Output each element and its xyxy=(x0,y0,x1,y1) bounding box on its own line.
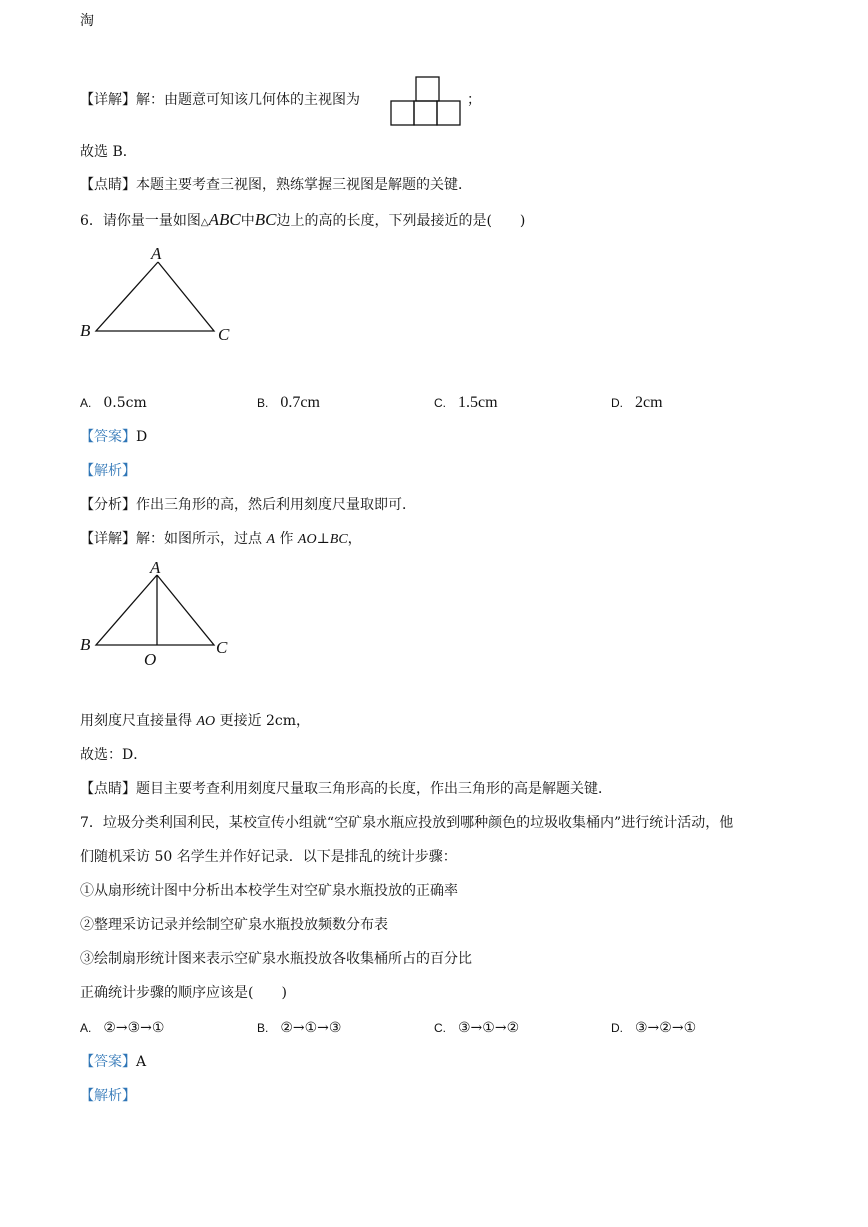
q6-fenxi xyxy=(80,495,416,515)
option-letter: A. xyxy=(80,396,92,410)
option-letter: B. xyxy=(257,396,269,410)
segment-ao: AO xyxy=(297,532,317,547)
vertex-c-label: C xyxy=(218,325,230,344)
q7-option-a xyxy=(80,1018,164,1038)
option-value: 1.5cm xyxy=(458,394,498,411)
option-letter: B. xyxy=(257,1021,269,1035)
triangle-abc-outline xyxy=(96,262,214,331)
option-value: ②→①→③ xyxy=(280,1020,342,1036)
detail-mid: 作 xyxy=(279,531,294,547)
q6-answer xyxy=(80,427,147,447)
segment-bc: BC xyxy=(329,532,348,547)
answer-value: A xyxy=(136,1054,147,1070)
stem-post: 边上的高的长度，下列最接近的是( ) xyxy=(276,213,526,229)
answer-tag: 【答案】 xyxy=(80,1054,136,1070)
q5-choice: 故选 B． xyxy=(80,144,137,160)
option-value: 0.7cm xyxy=(280,394,320,411)
detail-pre: 解：如图所示，过点 xyxy=(136,531,262,547)
q6-option-a xyxy=(80,393,147,413)
q7-step-3: ③绘制扇形统计图来表示空矿泉水瓶投放各收集桶所占的百分比 xyxy=(80,951,472,967)
q6-option-b xyxy=(257,393,320,413)
segment-ao: AO xyxy=(196,714,216,729)
option-letter: C. xyxy=(434,1021,446,1035)
vertex-a-label: A xyxy=(150,558,161,577)
q7-step-2: ②整理采访记录并绘制空矿泉水瓶投放频数分布表 xyxy=(80,917,388,933)
detail-text: 解：由题意可知该几何体的主视图为 xyxy=(136,92,360,108)
triangle-abc-outline xyxy=(96,575,214,645)
fenxi-tag: 【分析】 xyxy=(80,497,136,513)
triangle-name: ABC xyxy=(208,210,241,229)
side-name: BC xyxy=(254,210,277,229)
q6-comment xyxy=(80,779,612,799)
answer-tag: 【答案】 xyxy=(80,429,136,445)
q6-option-d xyxy=(611,393,663,413)
option-letter: C. xyxy=(434,396,446,410)
q7-option-b xyxy=(257,1018,341,1038)
vertex-b-label: B xyxy=(80,635,91,654)
stem-mid: 中 xyxy=(240,213,255,229)
foot-o-label: O xyxy=(144,650,157,669)
answer-value: D xyxy=(136,429,148,445)
vertex-c-label: C xyxy=(216,638,228,657)
q7-stem-line2: 们随机采访 50 名学生并作好记录．以下是排乱的统计步骤： xyxy=(80,849,457,865)
fenxi-text: 作出三角形的高，然后利用刻度尺量取即可． xyxy=(136,497,416,513)
option-letter: D. xyxy=(611,1021,623,1035)
option-value: 2cm xyxy=(635,394,663,411)
detail-tag: 【详解】 xyxy=(80,531,136,547)
triangle-symbol: △ xyxy=(200,217,209,228)
option-value: ③→①→② xyxy=(458,1020,520,1036)
q7-answer xyxy=(80,1052,146,1072)
q7-stem-line1: 7．垃圾分类利国利民，某校宣传小组就“空矿泉水瓶应投放到哪种颜色的垃圾收集桶内”进行统计活动，他 xyxy=(80,815,734,831)
q5-detail-line xyxy=(80,90,360,110)
point-a: A xyxy=(266,532,276,547)
q7-option-d xyxy=(611,1018,696,1038)
q6-choice: 故选：D． xyxy=(80,747,148,763)
triangle-figure-1 xyxy=(78,243,248,343)
option-letter: D. xyxy=(611,396,623,410)
stem-pre: 6．请你量一量如图 xyxy=(80,213,201,229)
option-value: ③→②→① xyxy=(635,1020,697,1036)
q6-analysis-tag: 【解析】 xyxy=(80,463,136,479)
option-value: ②→③→① xyxy=(103,1020,165,1036)
vertex-a-label: A xyxy=(151,244,162,263)
triangle-figure-2 xyxy=(78,556,248,669)
q5-comment xyxy=(80,175,472,195)
option-value: 0.5cm xyxy=(103,395,147,411)
q6-measure xyxy=(80,711,310,732)
measure-post: 更接近 2cm， xyxy=(219,713,311,729)
comment-tag: 【点睛】 xyxy=(80,781,136,797)
perp-symbol: ⊥ xyxy=(316,531,330,547)
measure-pre: 用刻度尺直接量得 xyxy=(80,713,192,729)
q7-analysis-tag: 【解析】 xyxy=(80,1088,136,1104)
detail-tag: 【详解】 xyxy=(80,92,136,108)
front-view-figure xyxy=(389,75,465,129)
q6-option-c xyxy=(434,393,498,413)
comment-text: 题目主要考查利用刻度尺量取三角形高的长度，作出三角形的高是解题关键． xyxy=(136,781,612,797)
vertex-b-label: B xyxy=(80,321,91,340)
detail-end: ， xyxy=(347,531,362,547)
q6-detail xyxy=(80,529,362,550)
q7-step-1: ①从扇形统计图中分析出本校学生对空矿泉水瓶投放的正确率 xyxy=(80,883,458,899)
q7-option-c xyxy=(434,1018,519,1038)
comment-text: 本题主要考查三视图，熟练掌握三视图是解题的关键． xyxy=(136,177,472,193)
q6-stem xyxy=(80,210,525,233)
comment-tag: 【点睛】 xyxy=(80,177,136,193)
q5-detail-end: ； xyxy=(467,92,481,108)
option-letter: A. xyxy=(80,1021,92,1035)
header-mark: 淘 xyxy=(80,13,94,29)
q7-question: 正确统计步骤的顺序应该是( ) xyxy=(80,985,287,1001)
